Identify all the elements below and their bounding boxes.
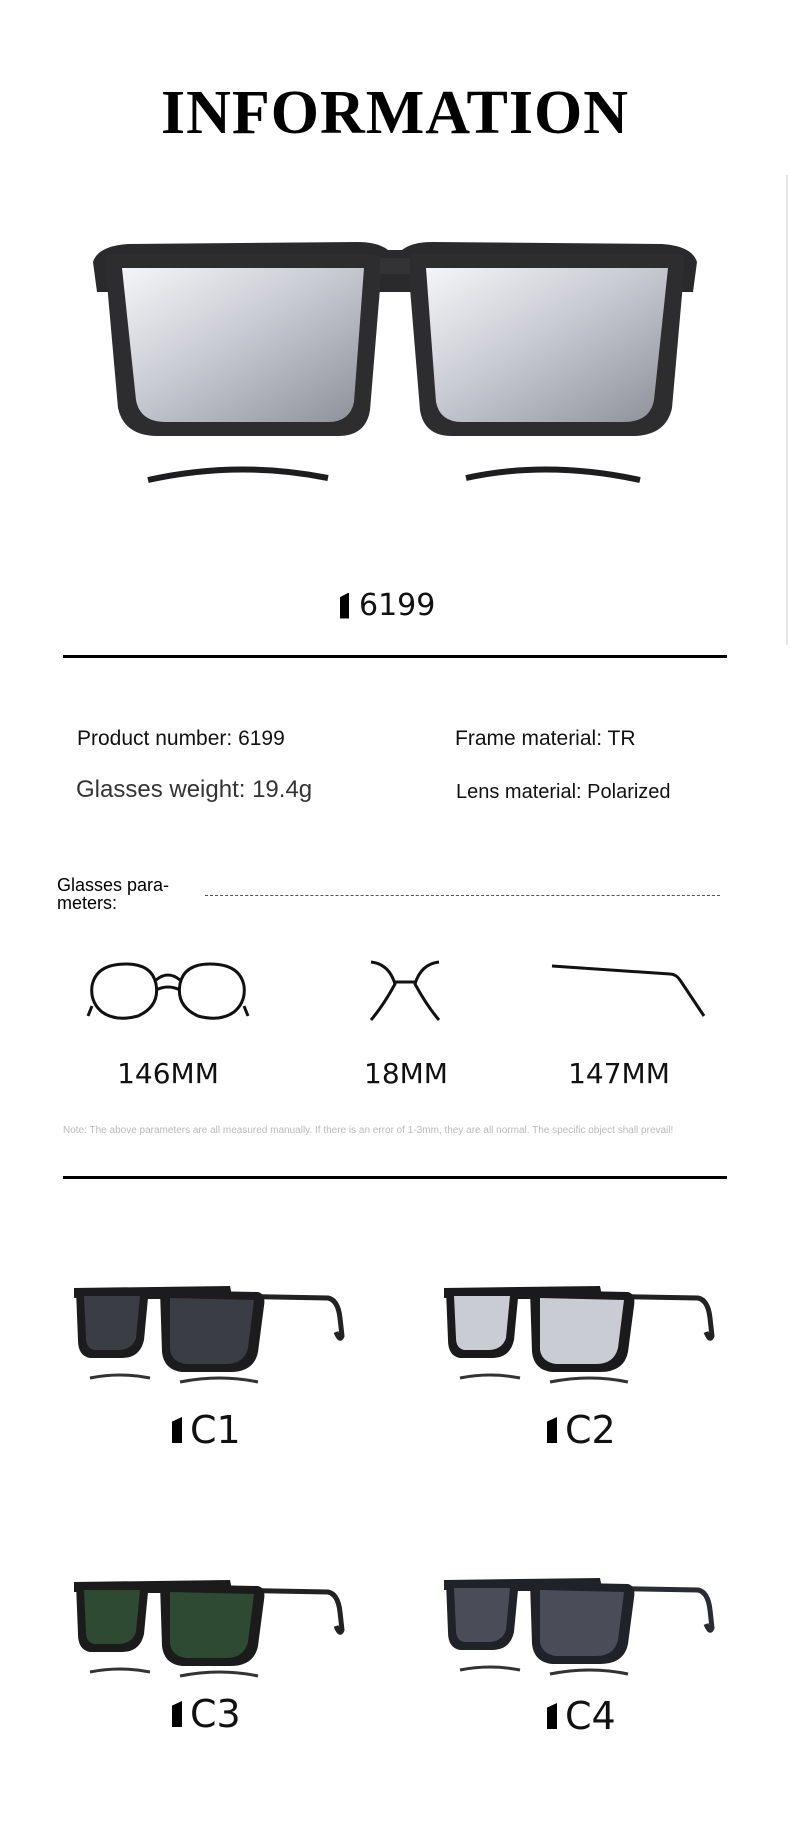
variant-c3-code: C3 bbox=[190, 1692, 241, 1736]
product-hero-image bbox=[88, 232, 702, 502]
lens-material: Lens material: Polarized bbox=[456, 781, 671, 803]
lens-width-icon bbox=[86, 958, 250, 1024]
measurement-note: Note: The above parameters are all measured manually. If there is an error of 1-3mm, they are all normal. The specific object shall prevail! bbox=[63, 1125, 674, 1136]
variant-c4-code: C4 bbox=[565, 1694, 616, 1738]
variant-c3-image bbox=[70, 1572, 350, 1682]
variant-c3-label bbox=[172, 1692, 241, 1736]
label-marker-icon bbox=[547, 1417, 557, 1443]
variant-c2-label bbox=[547, 1408, 616, 1452]
page-title: INFORMATION bbox=[161, 79, 629, 147]
bridge-width-icon bbox=[369, 958, 441, 1024]
temple-length-icon bbox=[550, 962, 708, 1020]
temple-length-value: 147MM bbox=[568, 1057, 670, 1090]
divider-top bbox=[63, 655, 727, 658]
variant-c4-image bbox=[440, 1570, 720, 1680]
product-number: Product number: 6199 bbox=[77, 727, 285, 750]
bridge-width-value: 18MM bbox=[364, 1057, 448, 1090]
variant-c1-image bbox=[70, 1278, 350, 1388]
glasses-weight: Glasses weight: 19.4g bbox=[76, 776, 313, 803]
page-edge-line bbox=[786, 175, 788, 645]
label-marker-icon bbox=[340, 593, 349, 619]
frame-material: Frame material: TR bbox=[455, 727, 636, 750]
label-marker-icon bbox=[172, 1417, 182, 1443]
divider-bottom bbox=[63, 1176, 727, 1179]
lens-width-value: 146MM bbox=[117, 1057, 219, 1090]
label-marker-icon bbox=[547, 1703, 557, 1729]
variant-c4-label bbox=[547, 1694, 616, 1738]
parameters-label: Glasses para- meters: bbox=[57, 875, 170, 913]
variant-c1-label bbox=[172, 1408, 241, 1452]
parameters-dashed-line bbox=[205, 895, 720, 896]
variant-c2-code: C2 bbox=[565, 1408, 616, 1452]
variant-c1-code: C1 bbox=[190, 1408, 241, 1452]
model-number: 6199 bbox=[359, 588, 436, 623]
model-label bbox=[340, 588, 435, 623]
label-marker-icon bbox=[172, 1701, 182, 1727]
variant-c2-image bbox=[440, 1278, 720, 1388]
